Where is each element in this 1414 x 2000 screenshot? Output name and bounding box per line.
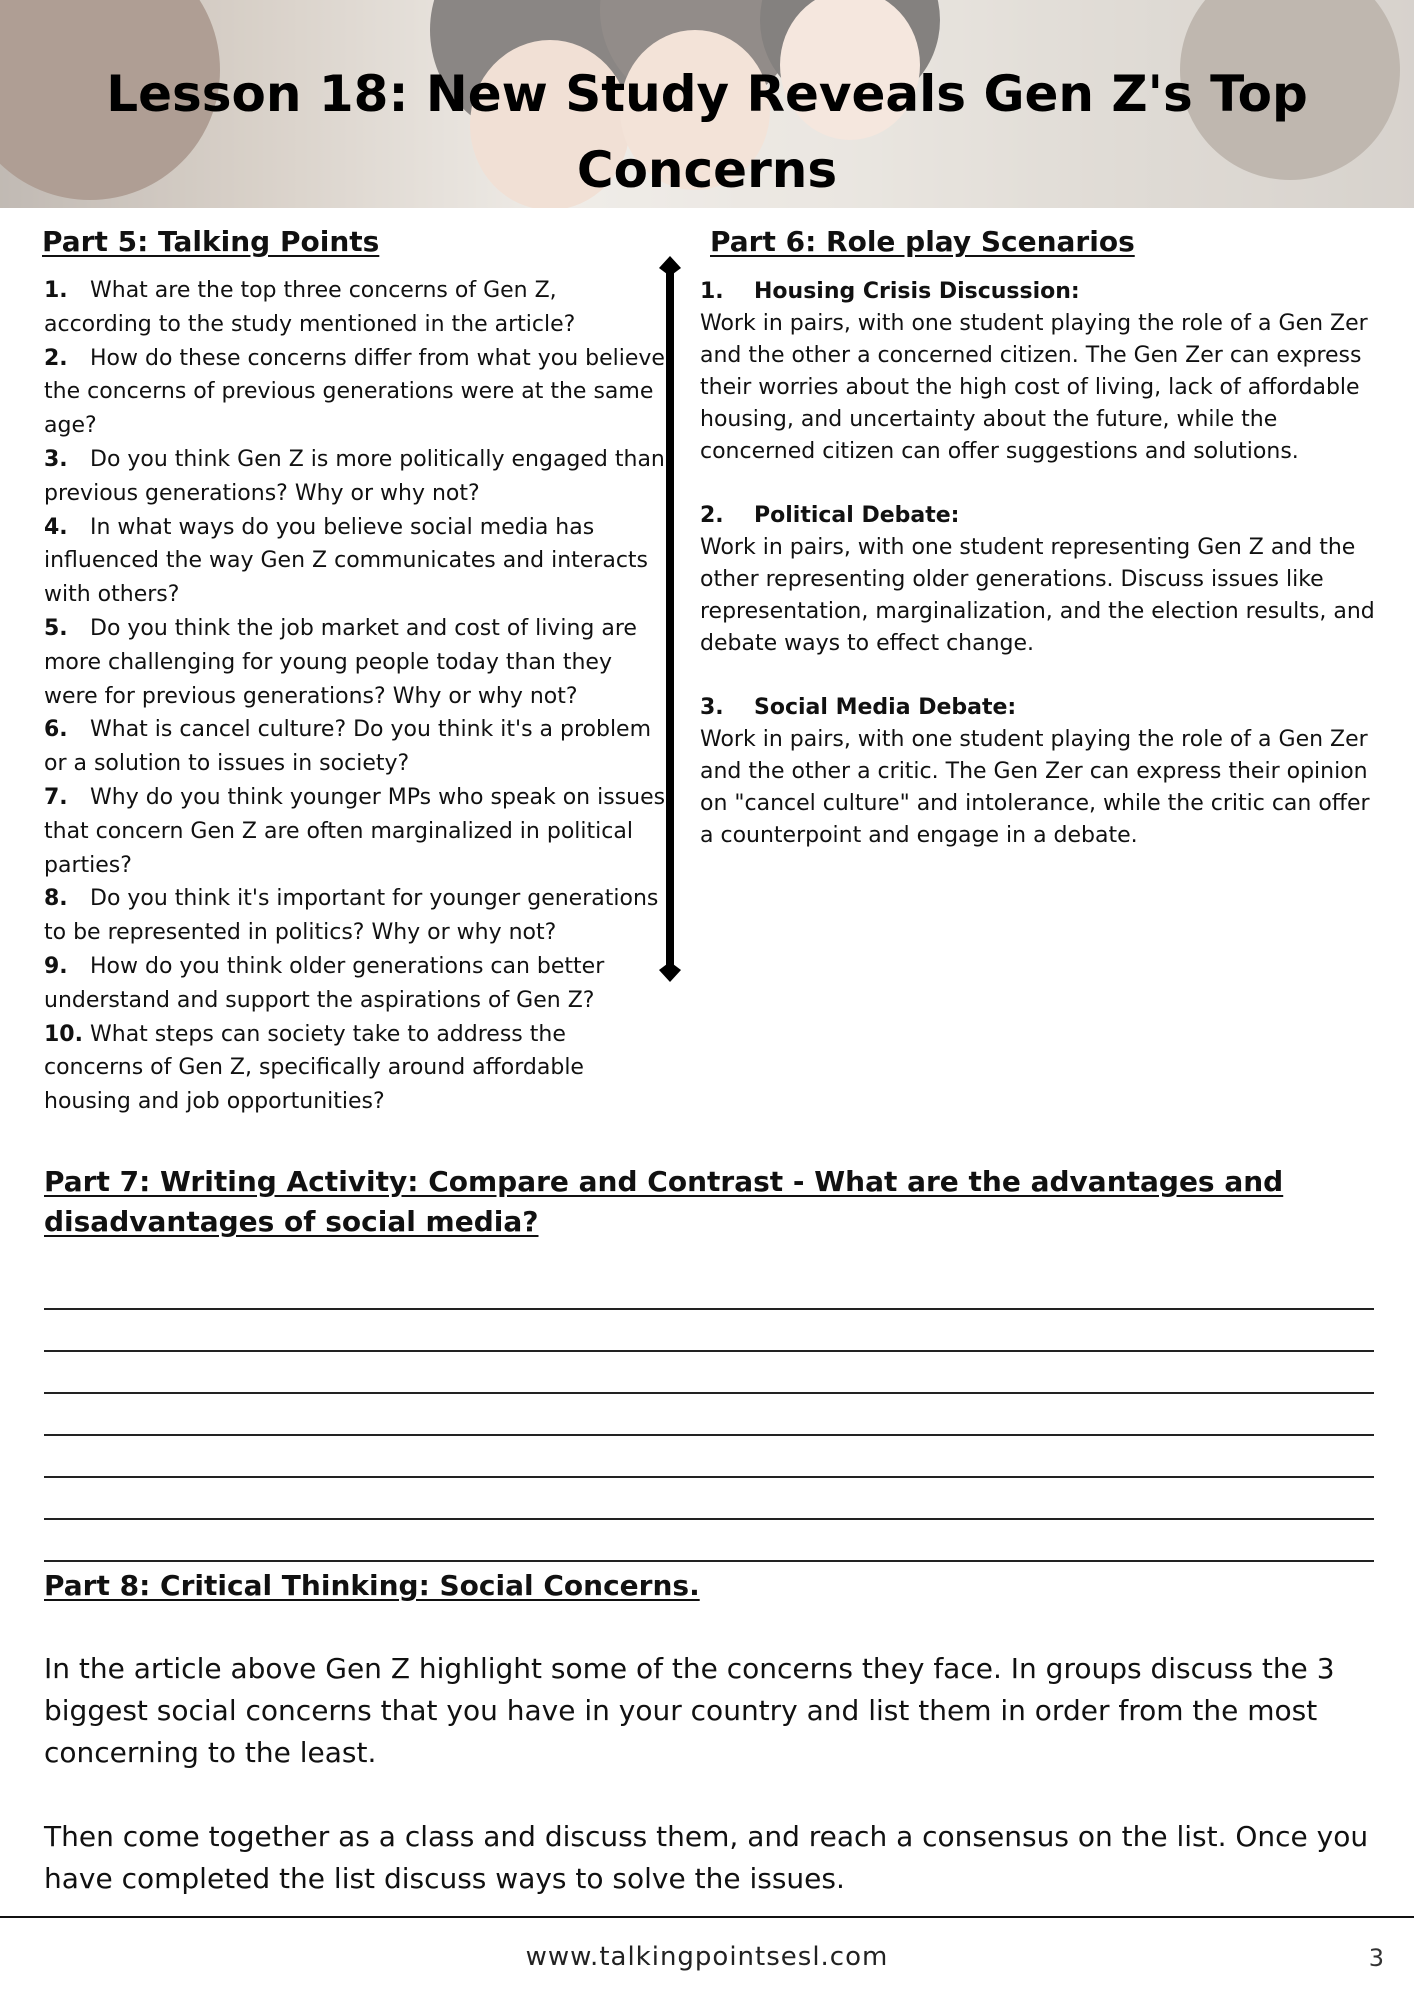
talking-point-number: 8. — [44, 886, 68, 912]
scenario-title-text: Housing Crisis Discussion: — [754, 279, 1080, 304]
talking-point-item — [44, 443, 670, 511]
talking-point-number: 6. — [44, 717, 68, 743]
talking-points-list — [44, 274, 670, 1119]
part8-instructions — [44, 1648, 1394, 1900]
talking-point-item — [44, 882, 670, 950]
talking-point-item — [44, 713, 670, 781]
talking-point-text: Do you think Gen Z is more politically engaged than previous generations? Why or why not? — [44, 446, 665, 506]
writing-line[interactable] — [44, 1478, 1374, 1520]
part8-paragraph-2: Then come together as a class and discuss them, and reach a consensus on the list. Once you have completed the list discuss ways to solve the issues. — [44, 1820, 1369, 1895]
talking-point-item — [44, 950, 670, 1018]
talking-point-item — [44, 1018, 670, 1119]
talking-point-number: 7. — [44, 784, 68, 810]
talking-point-text: What is cancel culture? Do you think it's a problem or a solution to issues in society? — [44, 717, 652, 777]
talking-point-text: How do you think older generations can better understand and support the aspirations of Gen Z? — [44, 953, 605, 1013]
scenario-title-text: Political Debate: — [754, 503, 960, 528]
writing-line[interactable] — [44, 1394, 1374, 1436]
talking-point-number: 10. — [44, 1021, 83, 1047]
writing-line[interactable] — [44, 1436, 1374, 1478]
talking-point-number: 5. — [44, 615, 68, 641]
talking-point-text: What steps can society take to address the concerns of Gen Z, specifically around affordable housing and job opportunities? — [44, 1021, 584, 1115]
scenario-number: 2. — [700, 503, 724, 528]
talking-point-text: Why do you think younger MPs who speak on issues that concern Gen Z are often marginalized in political parties? — [44, 784, 666, 878]
part8-paragraph-1: In the article above Gen Z highlight some of the concerns they face. In groups discuss the 3 biggest social concerns that you have in your country and list them in order from the most concerning to the least. — [44, 1652, 1335, 1769]
footer-rule — [0, 1916, 1414, 1918]
scenario-description: Work in pairs, with one student playing the role of a Gen Zer and the other a critic. The Gen Zer can express their opinion on "cancel culture" and intolerance, while the critic can offer a counterpoint and engage in a debate. — [700, 727, 1370, 848]
talking-point-item — [44, 274, 670, 342]
footer-website-link[interactable]: www.talkingpointsesl.com — [525, 1942, 889, 1972]
talking-point-text: Do you think the job market and cost of living are more challenging for young people today than they were for previous generations? Why or why not? — [44, 615, 637, 709]
column-divider-icon — [655, 256, 685, 982]
scenario-number: 3. — [700, 695, 724, 720]
writing-line[interactable] — [44, 1352, 1374, 1394]
talking-point-number: 3. — [44, 446, 68, 472]
talking-point-item — [44, 612, 670, 713]
scenario-title — [700, 500, 1380, 532]
writing-line[interactable] — [44, 1268, 1374, 1310]
part7-heading: Part 7: Writing Activity: Compare and Contrast - What are the advantages and disadvantages of social media? — [44, 1165, 1284, 1238]
scenario-title-text: Social Media Debate: — [754, 695, 1017, 720]
talking-point-text: What are the top three concerns of Gen Z, according to the study mentioned in the article? — [44, 278, 576, 337]
scenario-description: Work in pairs, with one student playing the role of a Gen Zer and the other a concerned citizen. The Gen Zer can express their worries about the high cost of living, lack of affordable housing, and uncertainty about the future, while the concerned citizen can offer suggestions and solutions. — [700, 311, 1368, 464]
talking-point-number: 2. — [44, 345, 68, 371]
scenario-description: Work in pairs, with one student representing Gen Z and the other representing older generations. Discuss issues like representation, marginalization, and the election results, and debate ways to effect change. — [700, 535, 1375, 656]
scenario-item — [700, 692, 1380, 852]
part6-heading: Part 6: Role play Scenarios — [710, 225, 1135, 258]
scenario-item — [700, 500, 1380, 660]
scenario-title — [700, 276, 1380, 308]
scenario-number: 1. — [700, 279, 724, 304]
writing-lines-area[interactable] — [44, 1268, 1374, 1562]
part8-heading: Part 8: Critical Thinking: Social Concerns. — [44, 1569, 700, 1602]
talking-point-text: In what ways do you believe social media has influenced the way Gen Z communicates and interacts with others? — [44, 514, 649, 608]
page-number: 3 — [1368, 1944, 1384, 1972]
writing-line[interactable] — [44, 1310, 1374, 1352]
part5-heading: Part 5: Talking Points — [42, 225, 380, 258]
talking-point-number: 9. — [44, 953, 68, 979]
talking-point-item — [44, 781, 670, 882]
talking-point-number: 1. — [44, 278, 68, 303]
talking-point-number: 4. — [44, 514, 68, 540]
scenario-item — [700, 276, 1380, 468]
talking-point-text: How do these concerns differ from what you believe the concerns of previous generations were at the same age? — [44, 345, 665, 439]
talking-point-item — [44, 511, 670, 612]
page-title: Lesson 18: New Study Reveals Gen Z's Top Concerns — [106, 65, 1308, 199]
talking-point-text: Do you think it's important for younger generations to be represented in politics? Why or why not? — [44, 886, 659, 946]
talking-point-item — [44, 342, 670, 443]
role-play-scenarios — [700, 276, 1380, 884]
scenario-title — [700, 692, 1380, 724]
writing-line[interactable] — [44, 1520, 1374, 1562]
